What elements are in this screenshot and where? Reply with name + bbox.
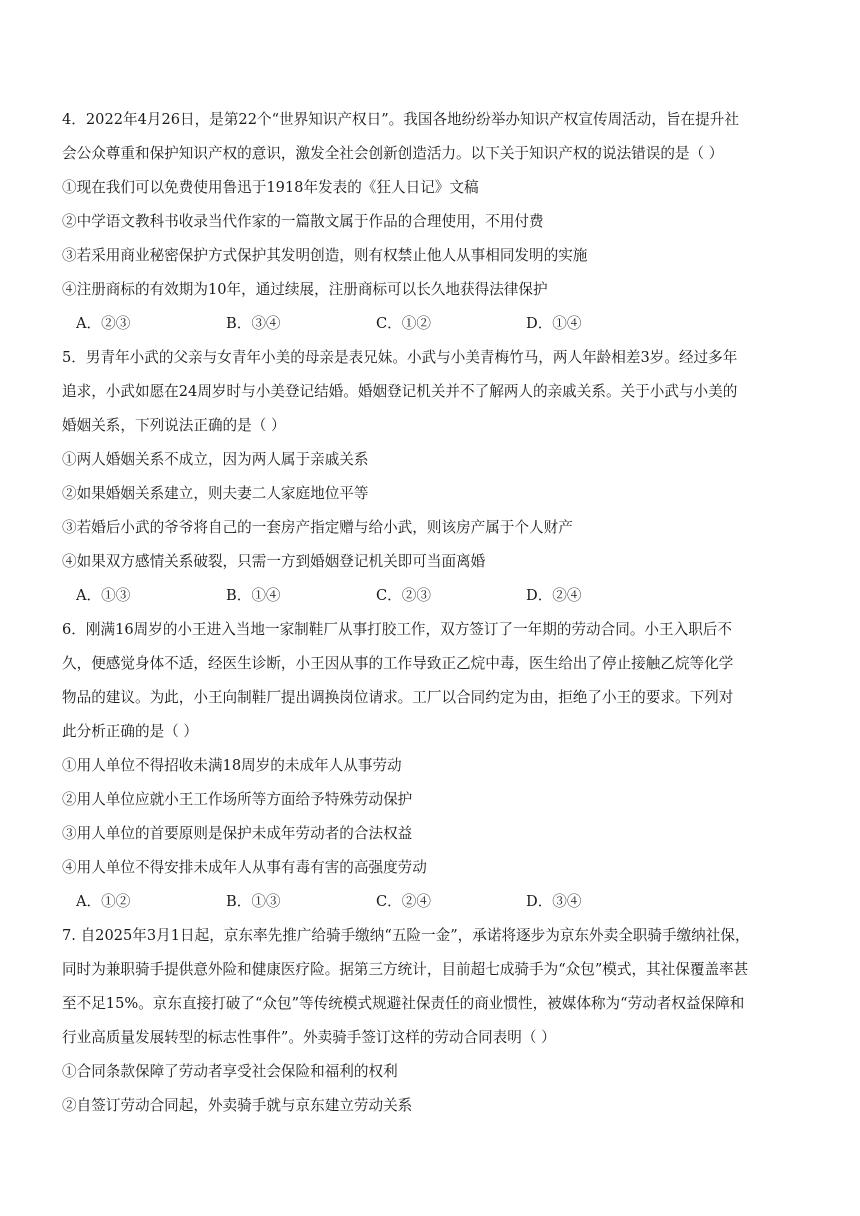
question-stem-line: 至不足15%。京东直接打破了“众包”等传统模式规避社保责任的商业惯性，被媒体称为“劳动者权益保障和 [62,995,745,1012]
question-6 [62,613,802,919]
choice-d[interactable]: D．①④ [526,315,582,332]
answer-choices [62,579,802,613]
statement: ④注册商标的有效期为10年，通过续展，注册商标可以长久地获得法律保护 [62,281,548,298]
statement: ③用人单位的首要原则是保护未成年劳动者的合法权益 [62,825,413,842]
choice-d[interactable]: D．②④ [526,587,582,604]
choice-c[interactable]: C．①② [376,315,431,332]
question-stem-line: 4．2022年4月26日，是第22个“世界知识产权日”。我国各地纷纷举办知识产权宣传周活动，旨在提升社 [62,111,739,128]
exam-page [62,103,802,1123]
question-stem-line: 行业高质量发展转型的标志性事件”。外卖骑手签订这样的劳动合同表明（ ） [62,1029,556,1046]
question-5 [62,341,802,613]
question-stem-line: 此分析正确的是（ ） [62,723,198,740]
question-7 [62,919,802,1123]
choice-b[interactable]: B．①④ [226,587,281,604]
statement: ②用人单位应就小王工作场所等方面给予特殊劳动保护 [62,791,413,808]
choice-c[interactable]: C．②③ [376,587,431,604]
choice-a[interactable]: A．①② [76,893,131,910]
question-4 [62,103,802,341]
question-stem-line: 6．刚满16周岁的小王进入当地一家制鞋厂从事打胶工作，双方签订了一年期的劳动合同。小王入职后不 [62,621,732,638]
answer-choices [62,307,802,341]
statement: ②中学语文教科书收录当代作家的一篇散文属于作品的合理使用，不用付费 [62,213,544,230]
question-stem-line: 婚姻关系，下列说法正确的是（ ） [62,417,286,434]
choice-a[interactable]: A．②③ [76,315,131,332]
choice-b[interactable]: B．①③ [226,893,281,910]
statement: ④如果双方感情关系破裂，只需一方到婚姻登记机关即可当面离婚 [62,553,486,570]
question-stem-line: 久，便感觉身体不适，经医生诊断，小王因从事的工作导致正乙烷中毒，医生给出了停止接触乙烷等化学 [62,655,734,672]
statement: ②自签订劳动合同起，外卖骑手就与京东建立劳动关系 [62,1097,413,1114]
choice-b[interactable]: B．③④ [226,315,281,332]
statement: ①合同条款保障了劳动者享受社会保险和福利的权利 [62,1063,398,1080]
statement: ①现在我们可以免费使用鲁迅于1918年发表的《狂人日记》文稿 [62,179,479,196]
statement: ①用人单位不得招收未满18周岁的未成年人从事劳动 [62,757,402,774]
statement: ④用人单位不得安排未成年人从事有毒有害的高强度劳动 [62,859,427,876]
question-stem-line: 7. 自2025年3月1日起，京东率先推广给骑手缴纳“五险一金”，承诺将逐步为京东外卖全职骑手缴纳社保， [62,927,750,944]
choice-c[interactable]: C．②④ [376,893,431,910]
statement: ①两人婚姻关系不成立，因为两人属于亲戚关系 [62,451,369,468]
question-stem-line: 物品的建议。为此，小王向制鞋厂提出调换岗位请求。工厂以合同约定为由，拒绝了小王的要求。下列对 [62,689,734,706]
statement: ②如果婚姻关系建立，则夫妻二人家庭地位平等 [62,485,369,502]
question-stem-line: 5．男青年小武的父亲与女青年小美的母亲是表兄妹。小武与小美青梅竹马，两人年龄相差3岁。经过多年 [62,349,738,366]
question-stem-line: 会公众尊重和保护知识产权的意识，激发全社会创新创造活力。以下关于知识产权的说法错误的是（ ） [62,145,724,162]
statement: ③若婚后小武的爷爷将自己的一套房产指定赠与给小武，则该房产属于个人财产 [62,519,573,536]
answer-choices [62,885,802,919]
choice-d[interactable]: D．③④ [526,893,582,910]
question-stem-line: 同时为兼职骑手提供意外险和健康医疗险。据第三方统计，目前超七成骑手为“众包”模式，其社保覆盖率甚 [62,961,749,978]
choice-a[interactable]: A．①③ [76,587,131,604]
question-stem-line: 追求，小武如愿在24周岁时与小美登记结婚。婚姻登记机关并不了解两人的亲戚关系。关于小武与小美的 [62,383,738,400]
statement: ③若采用商业秘密保护方式保护其发明创造，则有权禁止他人从事相同发明的实施 [62,247,588,264]
